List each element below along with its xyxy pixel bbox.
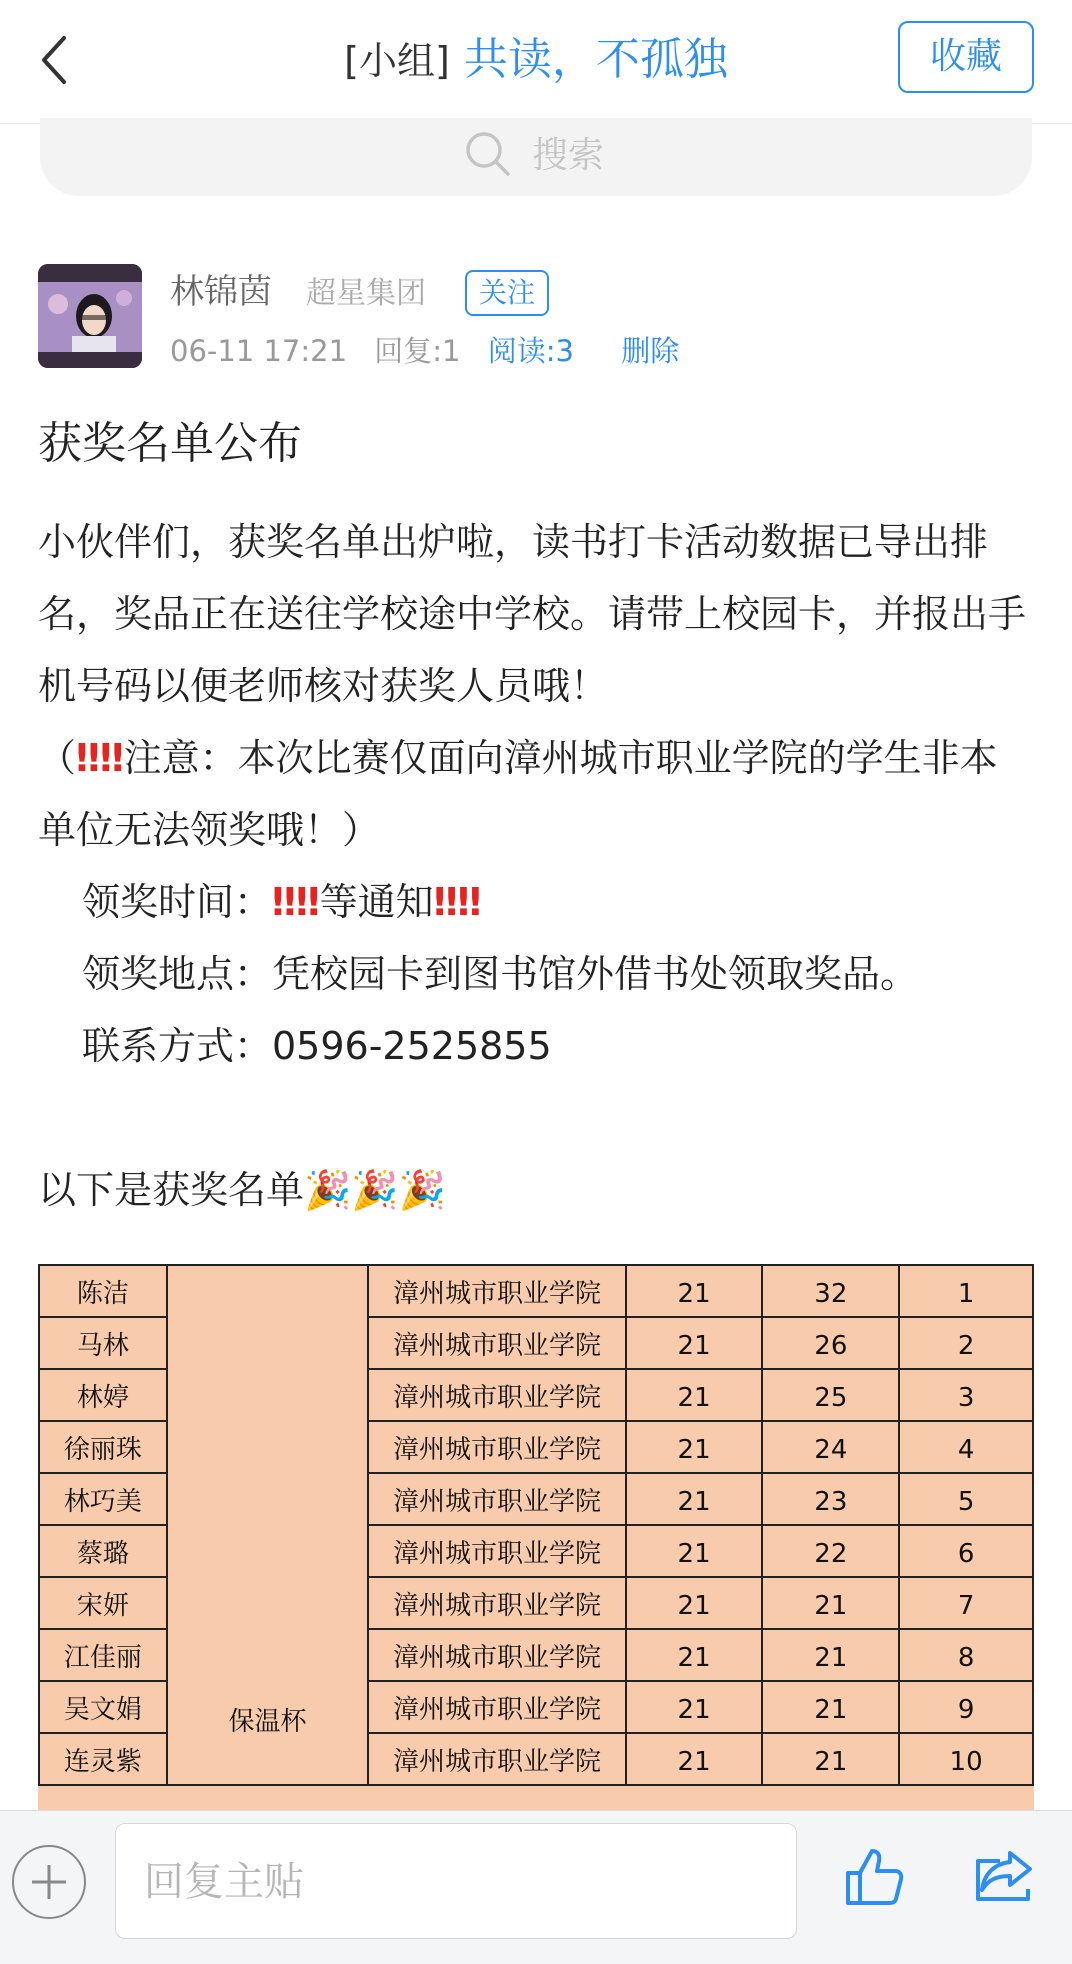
- post-body: [38, 506, 1034, 1226]
- delete-button[interactable]: 删除: [621, 334, 680, 368]
- rank-cell: 8: [899, 1629, 1033, 1681]
- table-row: [39, 1265, 1033, 1317]
- list-intro-text: 以下是获奖名单: [38, 1168, 305, 1212]
- rank-cell: 5: [899, 1473, 1033, 1525]
- winner-name: 陈洁: [39, 1265, 167, 1317]
- count-cell: 21: [762, 1733, 899, 1785]
- search-icon: [462, 128, 514, 180]
- count-cell: 24: [762, 1421, 899, 1473]
- read-count[interactable]: 阅读:3: [487, 334, 574, 368]
- school-cell: 漳州城市职业学院: [368, 1265, 625, 1317]
- thumbs-up-icon[interactable]: [842, 1843, 908, 1909]
- days-cell: 21: [626, 1317, 763, 1369]
- search-placeholder: 搜索: [532, 135, 605, 176]
- note-text: 注意：本次比赛仅面向漳州城市职业学院的学生非本单位无法领奖哦！）: [38, 736, 998, 852]
- winner-name: 江佳丽: [39, 1629, 167, 1681]
- plus-icon[interactable]: [12, 1845, 86, 1919]
- list-intro: [38, 1154, 1034, 1226]
- note-open: （: [38, 736, 77, 780]
- rank-cell: 3: [899, 1369, 1033, 1421]
- school-cell: 漳州城市职业学院: [368, 1421, 625, 1473]
- double-exclamation-icon: ‼‼: [76, 736, 124, 780]
- award-time: [38, 866, 1034, 938]
- post-title: 获奖名单公布: [38, 418, 302, 469]
- avatar[interactable]: [38, 264, 142, 368]
- post-paragraph: 小伙伴们，获奖名单出炉啦，读书打卡活动数据已导出排名，奖品正在送往学校途中学校。请带上校园卡，并报出手机号码以便老师核对获奖人员哦！: [38, 520, 1027, 708]
- school-cell: 漳州城市职业学院: [368, 1733, 625, 1785]
- school-cell: 漳州城市职业学院: [368, 1369, 625, 1421]
- post-meta: [170, 330, 697, 372]
- share-icon[interactable]: [970, 1845, 1036, 1905]
- days-cell: 21: [626, 1265, 763, 1317]
- count-cell: 21: [762, 1681, 899, 1733]
- winner-name: 林巧美: [39, 1473, 167, 1525]
- rank-cell: 7: [899, 1577, 1033, 1629]
- post-note: [38, 722, 1034, 866]
- count-cell: 21: [762, 1577, 899, 1629]
- search-bar[interactable]: [40, 118, 1032, 196]
- days-cell: 21: [626, 1525, 763, 1577]
- rank-cell: 4: [899, 1421, 1033, 1473]
- count-cell: 21: [762, 1629, 899, 1681]
- double-exclamation-icon: ‼‼: [433, 880, 482, 924]
- party-popper-icon: 🎉🎉🎉: [304, 1168, 446, 1212]
- double-exclamation-icon: ‼‼: [272, 880, 320, 924]
- rank-cell: 9: [899, 1681, 1033, 1733]
- winner-name: 徐丽珠: [39, 1421, 167, 1473]
- days-cell: 21: [626, 1369, 763, 1421]
- top-bar: [0, 0, 1072, 124]
- award-table-image[interactable]: [38, 1264, 1034, 1810]
- days-cell: 21: [626, 1733, 763, 1785]
- days-cell: 21: [626, 1681, 763, 1733]
- count-cell: 32: [762, 1265, 899, 1317]
- school-cell: 漳州城市职业学院: [368, 1629, 625, 1681]
- days-cell: 21: [626, 1629, 763, 1681]
- school-cell: 漳州城市职业学院: [368, 1317, 625, 1369]
- count-cell: 25: [762, 1369, 899, 1421]
- follow-button[interactable]: 关注: [465, 270, 549, 316]
- author-name[interactable]: 林锦茵: [170, 272, 272, 312]
- rank-cell: 2: [899, 1317, 1033, 1369]
- post-datetime: 06-11 17:21: [170, 334, 348, 368]
- rank-cell: 6: [899, 1525, 1033, 1577]
- prize-cell: 保温杯: [167, 1265, 369, 1785]
- school-cell: 漳州城市职业学院: [368, 1525, 625, 1577]
- plus-glyph: [14, 1847, 84, 1917]
- school-cell: 漳州城市职业学院: [368, 1681, 625, 1733]
- days-cell: 21: [626, 1577, 763, 1629]
- count-cell: 26: [762, 1317, 899, 1369]
- winner-name: 马林: [39, 1317, 167, 1369]
- rank-cell: 1: [899, 1265, 1033, 1317]
- group-name[interactable]: 共读，不孤独: [463, 34, 728, 85]
- winner-name: 林婷: [39, 1369, 167, 1421]
- contact-info: 联系方式：0596-2525855: [82, 1024, 552, 1068]
- rank-cell: 10: [899, 1733, 1033, 1785]
- author-organization: 超星集团: [306, 276, 426, 311]
- school-cell: 漳州城市职业学院: [368, 1473, 625, 1525]
- avatar-image: [38, 264, 142, 368]
- winner-name: 吴文娟: [39, 1681, 167, 1733]
- days-cell: 21: [626, 1421, 763, 1473]
- reply-input[interactable]: 回复主贴: [115, 1823, 797, 1939]
- favorite-button[interactable]: 收藏: [898, 21, 1034, 93]
- school-cell: 漳州城市职业学院: [368, 1577, 625, 1629]
- winner-name: 宋妍: [39, 1577, 167, 1629]
- reply-bar: [0, 1810, 1072, 1964]
- reply-count: 回复:1: [374, 334, 461, 368]
- days-cell: 21: [626, 1473, 763, 1525]
- count-cell: 22: [762, 1525, 899, 1577]
- award-time-label: 领奖时间：: [82, 880, 273, 924]
- winner-name: 连灵紫: [39, 1733, 167, 1785]
- count-cell: 23: [762, 1473, 899, 1525]
- award-table: [38, 1264, 1034, 1786]
- award-time-value: 等通知: [319, 880, 434, 924]
- winner-name: 蔡璐: [39, 1525, 167, 1577]
- title-prefix: [小组]: [344, 39, 450, 83]
- award-place: 领奖地点：凭校园卡到图书馆外借书处领取奖品。: [82, 952, 919, 996]
